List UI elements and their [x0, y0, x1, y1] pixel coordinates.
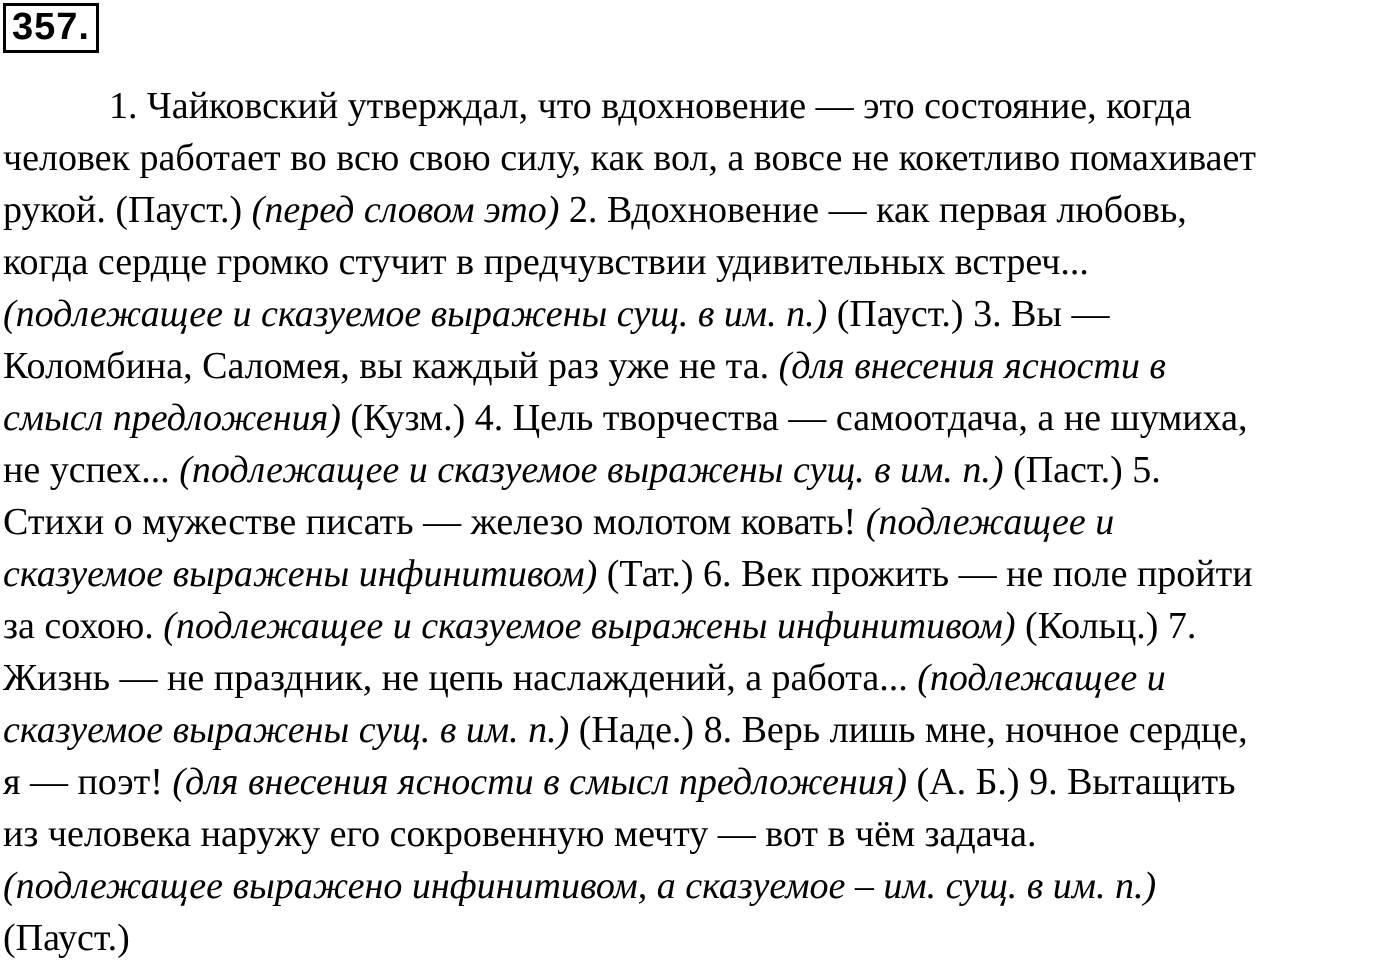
italic-note: (подлежащее и сказуемое выражены сущ. в им. п.) — [179, 449, 1004, 491]
text-line — [3, 340, 1398, 392]
text-segment: я — поэт! — [3, 761, 173, 803]
exercise-number: 357. — [3, 3, 99, 53]
text-line — [3, 236, 1398, 288]
text-line — [3, 444, 1398, 496]
text-segment: (Кольц.) 7. — [1015, 605, 1197, 647]
text-segment: (Паст.) 5. — [1003, 449, 1161, 491]
italic-note: (подлежащее выражено инфинитивом, а сказуемое – им. сущ. в им. п.) — [3, 865, 1157, 907]
italic-note: сказуемое выражены сущ. в им. п.) — [3, 709, 570, 751]
text-segment: (Пауст.) — [3, 917, 130, 959]
text-segment: (Пауст.) 3. Вы — — [827, 293, 1110, 335]
text-line — [3, 184, 1398, 236]
text-segment: (Тат.) 6. Век прожить — не поле пройти — [597, 553, 1253, 595]
exercise-text — [3, 80, 1398, 964]
text-segment: человек работает во всю свою силу, как вол, а вовсе не кокетливо помахивает — [3, 137, 1257, 179]
text-line — [3, 704, 1398, 756]
text-segment: Жизнь — не праздник, не цепь наслаждений, а работа... — [3, 657, 918, 699]
text-segment: (Наде.) 8. Верь лишь мне, ночное сердце, — [569, 709, 1248, 751]
text-line — [3, 756, 1398, 808]
text-segment: Коломбина, Саломея, вы каждый раз уже не та. — [3, 345, 779, 387]
italic-note: сказуемое выражены инфинитивом) — [3, 553, 598, 595]
italic-note: (подлежащее и сказуемое выражены инфинитивом) — [163, 605, 1016, 647]
italic-note: (подлежащее и — [917, 657, 1166, 699]
italic-note: (перед словом это) — [251, 189, 560, 231]
text-segment: (Кузм.) 4. Цель творчества — самоотдача, а не шумиха, — [340, 397, 1248, 439]
text-segment: за сохою. — [3, 605, 164, 647]
text-line — [3, 600, 1398, 652]
text-line — [3, 288, 1398, 340]
text-segment: рукой. (Пауст.) — [3, 189, 252, 231]
text-line — [3, 496, 1398, 548]
text-segment: из человека наружу его сокровенную мечту — вот в чём задача. — [3, 813, 1037, 855]
text-segment: не успех... — [3, 449, 180, 491]
text-line — [3, 548, 1398, 600]
text-line — [3, 80, 1398, 132]
italic-note: смысл предложения) — [3, 397, 341, 439]
text-line — [3, 392, 1398, 444]
italic-note: (для внесения ясности в — [778, 345, 1166, 387]
italic-note: (подлежащее и — [865, 501, 1115, 543]
text-segment: (А. Б.) 9. Вытащить — [907, 761, 1236, 803]
text-segment: когда сердце громко стучит в предчувствии удивительных встреч... — [3, 241, 1089, 283]
text-segment: 1. Чайковский утверждал, что вдохновение — это состояние, когда — [109, 85, 1192, 127]
text-line — [3, 652, 1398, 704]
text-segment: 2. Вдохновение — как первая любовь, — [559, 189, 1187, 231]
italic-note: (подлежащее и сказуемое выражены сущ. в им. п.) — [3, 293, 828, 335]
text-line — [3, 860, 1398, 912]
text-line — [3, 808, 1398, 860]
text-line — [3, 132, 1398, 184]
italic-note: (для внесения ясности в смысл предложения) — [172, 761, 908, 803]
text-line — [3, 912, 1398, 964]
text-segment: Стихи о мужестве писать — железо молотом ковать! — [3, 501, 866, 543]
